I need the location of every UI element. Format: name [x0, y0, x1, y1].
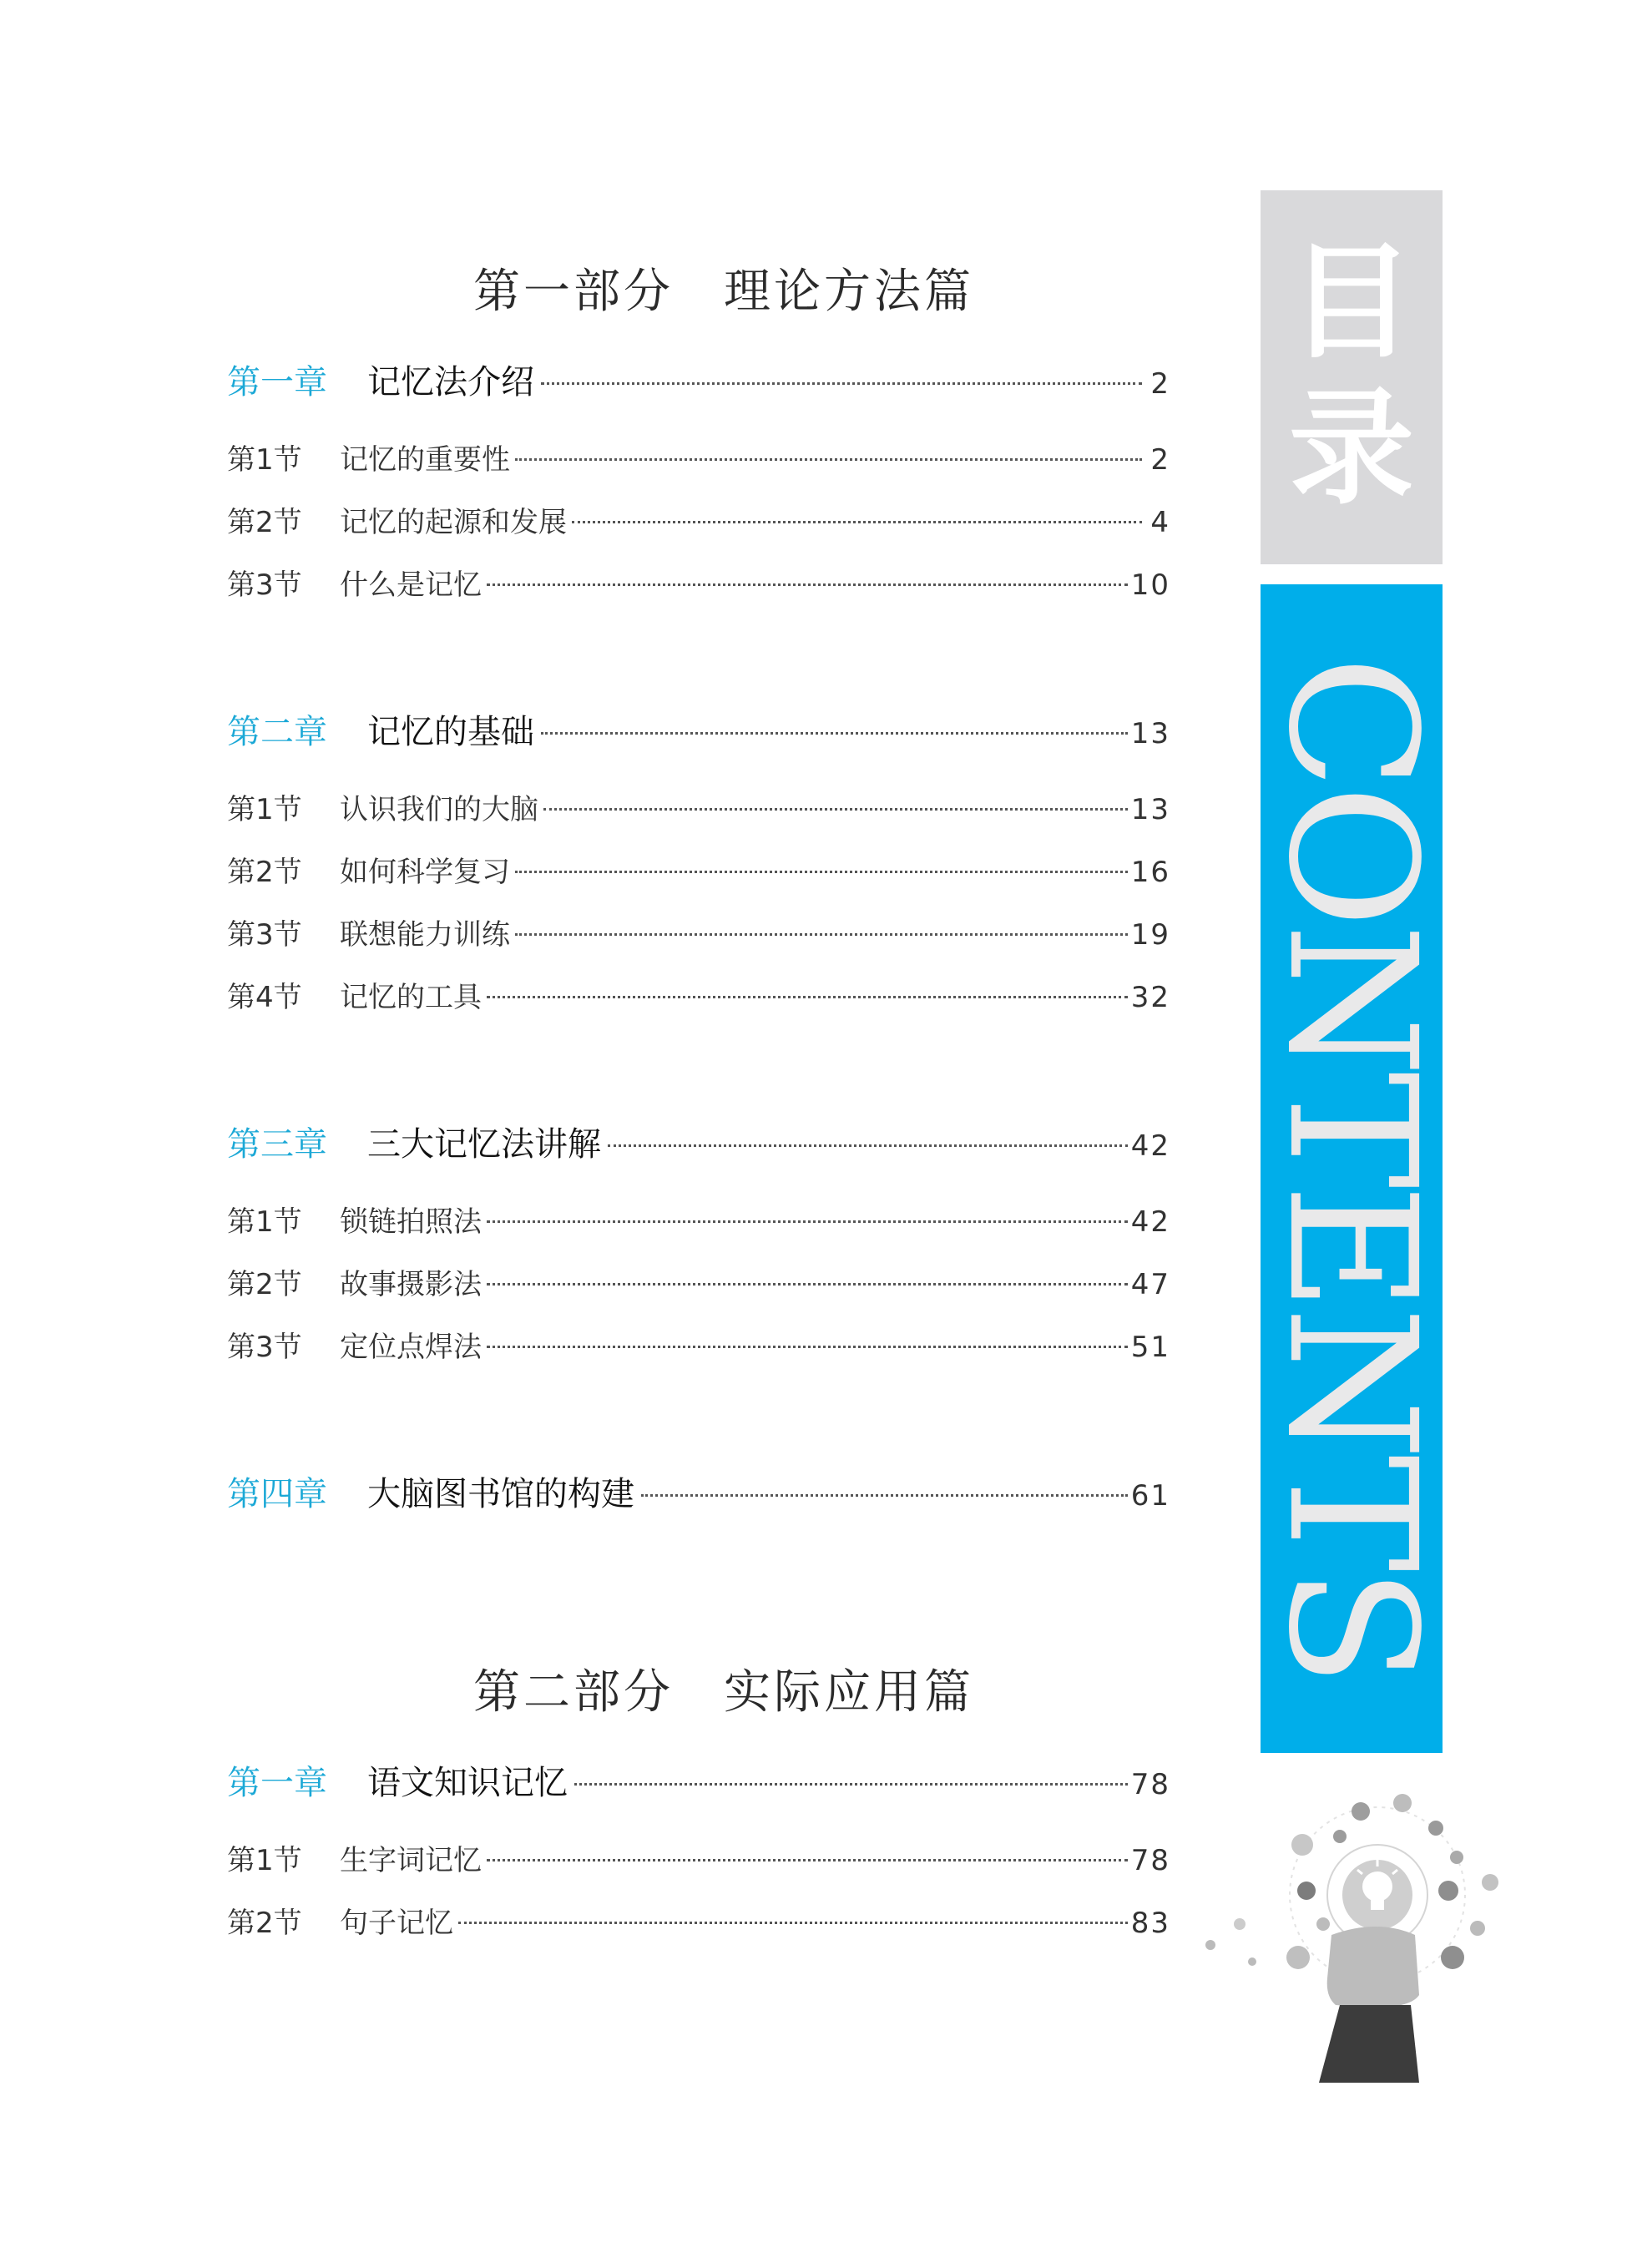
toc-section[interactable]: [227, 779, 1170, 841]
page-number: 2: [1150, 367, 1170, 401]
contents-en-banner: [1250, 584, 1454, 1753]
section-title: 故事摄影法: [340, 1268, 482, 1301]
bar-chart-icon: [1291, 1834, 1313, 1856]
toc-section[interactable]: [227, 1254, 1170, 1316]
leader-dots: [541, 732, 1128, 735]
section-number: 第4节: [227, 981, 302, 1014]
leader-dots: [487, 1859, 1128, 1861]
section-number: 第2节: [227, 506, 302, 539]
contents-cn-banner: [1261, 190, 1443, 564]
section-number: 第2节: [227, 1907, 302, 1940]
table-of-contents: [227, 250, 1170, 1955]
leader-dots: [572, 521, 1142, 523]
section-title: 句子记忆: [340, 1907, 453, 1940]
section-title: 什么是记忆: [340, 568, 482, 602]
leader-dots: [487, 1283, 1128, 1286]
toc-chapter[interactable]: [227, 1113, 1170, 1176]
chapter-number: 第二章: [227, 713, 327, 751]
toc-chapter[interactable]: [227, 351, 1170, 414]
section-number: 第3节: [227, 1331, 302, 1364]
toc-section[interactable]: [227, 1316, 1170, 1379]
part-title: [277, 1651, 1170, 1735]
leader-dots: [641, 1494, 1128, 1497]
contents-cn-title: 目录: [1288, 230, 1414, 522]
section-title: 如何科学复习: [340, 856, 510, 889]
toc-section[interactable]: [227, 1892, 1170, 1955]
hand-icon: [1319, 1927, 1419, 2083]
bank-icon: [1297, 1882, 1316, 1900]
chapter-title: 语文知识记忆: [367, 1764, 568, 1802]
section-title: 记忆的重要性: [340, 443, 510, 477]
page-number: 32: [1130, 981, 1170, 1014]
euro-icon: [1316, 1917, 1330, 1931]
chapter-title: 记忆法介绍: [367, 363, 534, 402]
toc-section[interactable]: [227, 1830, 1170, 1892]
page-number: 10: [1130, 568, 1170, 602]
section-number: 第1节: [227, 793, 302, 826]
leader-dots: [487, 996, 1128, 998]
page-number: 78: [1130, 1844, 1170, 1877]
page-number: 16: [1130, 856, 1170, 889]
chapter-number: 第一章: [227, 1764, 327, 1802]
chapter-number: 第三章: [227, 1125, 327, 1164]
toc-chapter[interactable]: [227, 700, 1170, 764]
section-title: 记忆的起源和发展: [340, 506, 567, 539]
leader-dots: [574, 1783, 1128, 1786]
toc-section[interactable]: [227, 904, 1170, 967]
yen-icon: [1450, 1851, 1463, 1864]
toc-section[interactable]: [227, 429, 1170, 492]
page-number: 42: [1130, 1205, 1170, 1239]
link-icon: [1438, 1881, 1458, 1901]
check-icon: [1441, 1946, 1464, 1969]
page-number: 13: [1130, 793, 1170, 826]
section-title: 联想能力训练: [340, 918, 510, 952]
section-title: 认识我们的大脑: [340, 793, 538, 826]
page-number: 4: [1150, 506, 1170, 539]
section-number: 第1节: [227, 1844, 302, 1877]
section-number: 第3节: [227, 568, 302, 602]
part-number: 第二部分: [473, 1665, 674, 1720]
section-number: 第2节: [227, 856, 302, 889]
leader-dots: [515, 933, 1128, 936]
part-number: 第一部分: [473, 265, 674, 319]
decor-dot: [1234, 1918, 1246, 1930]
toc-section[interactable]: [227, 1191, 1170, 1254]
part-name: 理论方法篇: [724, 265, 974, 319]
toc-chapter[interactable]: [227, 1751, 1170, 1815]
toc-section[interactable]: [227, 492, 1170, 554]
dollar-icon: [1393, 1794, 1412, 1812]
section-title: 定位点焊法: [340, 1331, 482, 1364]
page-number: 51: [1130, 1331, 1170, 1364]
page-number: 47: [1130, 1268, 1170, 1301]
section-number: 第1节: [227, 1205, 302, 1239]
page-number: 78: [1130, 1768, 1170, 1801]
chat-icon: [1482, 1874, 1498, 1891]
part-name: 实际应用篇: [724, 1665, 974, 1720]
section-number: 第1节: [227, 443, 302, 477]
leader-dots: [515, 458, 1142, 461]
chapter-title: 大脑图书馆的构建: [367, 1475, 634, 1513]
chapter-number: 第四章: [227, 1475, 327, 1513]
page-number: 13: [1130, 717, 1170, 750]
page-number: 42: [1130, 1129, 1170, 1163]
decor-dot: [1205, 1940, 1215, 1950]
leader-dots: [608, 1144, 1128, 1147]
page-number: 61: [1130, 1479, 1170, 1513]
page-number: 19: [1130, 918, 1170, 952]
chapter-number: 第一章: [227, 363, 327, 402]
leader-dots: [543, 808, 1128, 811]
lightbulb-hand-illustration: [1160, 1778, 1519, 2112]
decor-dot: [1248, 1957, 1256, 1966]
email-icon: [1428, 1821, 1443, 1836]
section-number: 第3节: [227, 918, 302, 952]
refresh-icon: [1470, 1921, 1485, 1936]
gavel-icon: [1352, 1802, 1370, 1821]
page-number: 83: [1130, 1907, 1170, 1940]
gear-icon: [1333, 1830, 1347, 1843]
chapter-title: 三大记忆法讲解: [367, 1125, 601, 1164]
section-number: 第2节: [227, 1268, 302, 1301]
toc-section[interactable]: [227, 967, 1170, 1029]
page-number: 2: [1150, 443, 1170, 477]
leader-dots: [487, 1346, 1128, 1348]
toc-section[interactable]: [227, 841, 1170, 904]
toc-section[interactable]: [227, 554, 1170, 617]
leader-dots: [487, 583, 1128, 586]
send-icon: [1286, 1946, 1310, 1969]
toc-chapter[interactable]: [227, 1462, 1170, 1526]
contents-en-title: CONTENTS: [1250, 655, 1454, 1682]
leader-dots: [487, 1220, 1128, 1223]
leader-dots: [515, 871, 1128, 873]
leader-dots: [458, 1922, 1128, 1924]
section-title: 锁链拍照法: [340, 1205, 482, 1239]
section-title: 记忆的工具: [340, 981, 482, 1014]
chapter-title: 记忆的基础: [367, 713, 534, 751]
part-title: [277, 250, 1170, 334]
section-title: 生字词记忆: [340, 1844, 482, 1877]
leader-dots: [541, 382, 1142, 385]
